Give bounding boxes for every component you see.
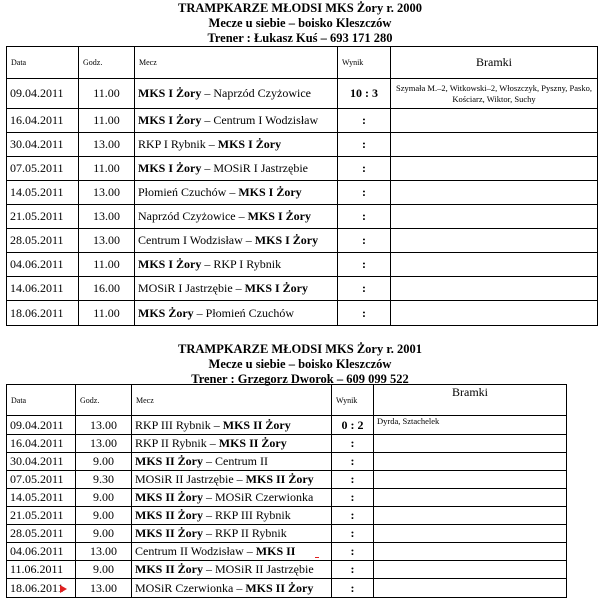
table-row bbox=[7, 453, 567, 471]
table-row bbox=[7, 205, 598, 229]
table-row bbox=[7, 253, 598, 277]
match-separator: – bbox=[243, 544, 256, 558]
away-team: Centrum II bbox=[215, 454, 269, 468]
time-cell: 9.00 bbox=[76, 489, 132, 507]
match-separator: – bbox=[242, 233, 255, 247]
table-row bbox=[7, 507, 567, 525]
goals-cell bbox=[374, 543, 567, 561]
match-cell bbox=[135, 181, 338, 205]
time-cell: 13.00 bbox=[76, 579, 132, 598]
result-cell: : bbox=[338, 205, 391, 229]
away-team: Płomień Czuchów bbox=[205, 305, 294, 320]
match-separator: – bbox=[210, 417, 223, 432]
goals-cell bbox=[391, 133, 598, 157]
home-team: MKS Żory bbox=[138, 305, 194, 320]
time-cell: 13.00 bbox=[76, 416, 132, 435]
home-team: Naprzód Czyżowice bbox=[138, 209, 236, 223]
away-team: MKS I Żory bbox=[247, 209, 311, 223]
result-cell: : bbox=[338, 157, 391, 181]
away-team: MOSiR Czerwionka bbox=[215, 490, 314, 504]
time-cell: 11.00 bbox=[79, 109, 135, 133]
match-cell bbox=[135, 229, 338, 253]
header-result: Wynik bbox=[332, 385, 374, 416]
match-cell bbox=[135, 301, 338, 326]
match-separator: – bbox=[203, 490, 216, 504]
match-separator: – bbox=[226, 185, 239, 199]
table-header-row bbox=[7, 385, 567, 416]
home-team: MKS II Żory bbox=[135, 508, 204, 522]
away-team: MKS I Żory bbox=[217, 137, 282, 151]
time-cell: 13.00 bbox=[79, 181, 135, 205]
match-cell bbox=[132, 543, 332, 561]
table-row bbox=[7, 471, 567, 489]
time-cell: 9.00 bbox=[76, 453, 132, 471]
goals-cell bbox=[374, 435, 567, 453]
table-row bbox=[7, 489, 567, 507]
match-separator: – bbox=[205, 137, 218, 151]
header-date: Data bbox=[7, 47, 79, 79]
home-team: RKP II Rybnik bbox=[135, 436, 207, 450]
away-team: MOSiR I Jastrzębie bbox=[213, 161, 308, 175]
home-team: RKP I Rybnik bbox=[138, 137, 206, 151]
goals-cell bbox=[374, 453, 567, 471]
date-cell: 30.04.2011 bbox=[7, 133, 79, 157]
date-cell: 16.04.2011 bbox=[7, 109, 79, 133]
away-team: RKP III Rybnik bbox=[215, 508, 291, 522]
time-cell: 16.00 bbox=[79, 277, 135, 301]
match-separator: – bbox=[203, 508, 216, 522]
fixtures-table-2001 bbox=[6, 384, 567, 598]
goals-cell: Dyrda, Sztachelek bbox=[374, 416, 567, 435]
table-row bbox=[7, 229, 598, 253]
header-goals: Bramki bbox=[391, 47, 598, 79]
home-team: MKS II Żory bbox=[135, 454, 204, 468]
match-cell bbox=[135, 205, 338, 229]
header-match: Mecz bbox=[135, 47, 338, 79]
match-cell bbox=[132, 561, 332, 579]
table-row bbox=[7, 579, 567, 598]
result-cell: : bbox=[338, 181, 391, 205]
table1-coach: Trener : Łukasz Kuś – 693 171 280 bbox=[207, 31, 393, 45]
result-cell: : bbox=[338, 253, 391, 277]
match-separator: – bbox=[201, 86, 214, 100]
fixtures-table-2000 bbox=[6, 46, 598, 326]
table-row bbox=[7, 435, 567, 453]
away-team: MKS I Żory bbox=[238, 185, 302, 199]
result-cell: : bbox=[332, 579, 374, 598]
match-separator: – bbox=[233, 472, 246, 486]
match-separator: – bbox=[203, 526, 216, 540]
time-cell: 9.00 bbox=[76, 561, 132, 579]
result-cell: 10 : 3 bbox=[338, 79, 391, 109]
time-cell: 13.00 bbox=[79, 229, 135, 253]
table2-coach: Trener : Grzegorz Dworok – 609 099 522 bbox=[191, 372, 409, 386]
match-cell bbox=[132, 507, 332, 525]
home-team: MOSiR II Jastrzębie bbox=[135, 472, 234, 486]
home-team: MOSiR I Jastrzębie bbox=[138, 281, 233, 295]
match-cell bbox=[135, 133, 338, 157]
match-separator: – bbox=[193, 305, 206, 320]
date-cell: 18.06.2011 bbox=[7, 579, 76, 598]
table-row bbox=[7, 525, 567, 543]
table-row bbox=[7, 543, 567, 561]
date-cell: 11.06.2011 bbox=[7, 561, 76, 579]
result-cell: : bbox=[338, 277, 391, 301]
date-cell: 28.05.2011 bbox=[7, 525, 76, 543]
away-team: MKS II Żory bbox=[218, 436, 287, 450]
header-date: Data bbox=[7, 385, 76, 416]
goals-cell bbox=[374, 525, 567, 543]
result-cell: 0 : 2 bbox=[332, 416, 374, 435]
away-team: MOSiR II Jastrzębie bbox=[215, 562, 314, 576]
match-separator: – bbox=[203, 454, 216, 468]
table-row bbox=[7, 181, 598, 205]
table-header-row bbox=[7, 47, 598, 79]
match-cell bbox=[132, 416, 332, 435]
away-team: RKP I Rybnik bbox=[213, 257, 282, 271]
home-team: MKS II Żory bbox=[135, 490, 204, 504]
away-team: MKS I Żory bbox=[244, 281, 308, 295]
date-cell: 07.05.2011 bbox=[7, 157, 79, 181]
home-team: MKS I Żory bbox=[138, 161, 202, 175]
date-cell: 18.06.2011 bbox=[7, 301, 79, 326]
header-time: Godz. bbox=[76, 385, 132, 416]
result-cell: : bbox=[338, 229, 391, 253]
away-team: Naprzód Czyżowice bbox=[213, 86, 311, 100]
table-row bbox=[7, 157, 598, 181]
time-cell: 13.00 bbox=[76, 543, 132, 561]
match-cell bbox=[132, 579, 332, 598]
match-cell bbox=[135, 79, 338, 109]
result-cell: : bbox=[332, 525, 374, 543]
match-separator: – bbox=[235, 209, 248, 223]
table-row bbox=[7, 301, 598, 326]
home-team: MKS II Żory bbox=[135, 562, 204, 576]
result-cell: : bbox=[338, 133, 391, 157]
header-match: Mecz bbox=[132, 385, 332, 416]
table-row bbox=[7, 416, 567, 435]
result-cell: : bbox=[338, 301, 391, 326]
result-cell: : bbox=[332, 435, 374, 453]
away-team: MKS II bbox=[255, 544, 296, 558]
goals-cell bbox=[374, 579, 567, 598]
home-team: MKS I Żory bbox=[138, 113, 202, 127]
goals-cell bbox=[391, 205, 598, 229]
time-cell: 9.00 bbox=[76, 507, 132, 525]
date-cell: 14.05.2011 bbox=[7, 489, 76, 507]
red-arrow-icon bbox=[60, 585, 67, 593]
match-separator: – bbox=[232, 281, 245, 295]
date-cell: 21.05.2011 bbox=[7, 205, 79, 229]
home-team: Płomień Czuchów bbox=[138, 185, 227, 199]
result-cell: : bbox=[332, 543, 374, 561]
home-team: MKS I Żory bbox=[138, 86, 202, 100]
date-cell: 09.04.2011 bbox=[7, 416, 76, 435]
result-cell: : bbox=[332, 471, 374, 489]
result-cell: : bbox=[332, 453, 374, 471]
date-cell: 04.06.2011 bbox=[7, 253, 79, 277]
goals-cell bbox=[374, 489, 567, 507]
result-cell: : bbox=[332, 507, 374, 525]
header-goals: Bramki bbox=[374, 385, 567, 416]
time-cell: 9.30 bbox=[76, 471, 132, 489]
time-cell: 9.00 bbox=[76, 525, 132, 543]
table-row bbox=[7, 109, 598, 133]
goals-cell bbox=[391, 181, 598, 205]
home-team: MKS II Żory bbox=[135, 526, 204, 540]
goals-cell: Szymała M.–2, Witkowski–2, Włoszczyk, Pyszny, Pasko, Kościarz, Wiktor, Suchy bbox=[391, 79, 598, 109]
table-row bbox=[7, 133, 598, 157]
date-cell: 07.05.2011 bbox=[7, 471, 76, 489]
date-cell: 16.04.2011 bbox=[7, 435, 76, 453]
away-team: MKS II Żory bbox=[245, 472, 314, 486]
table-row bbox=[7, 561, 567, 579]
header-time: Godz. bbox=[79, 47, 135, 79]
match-cell bbox=[135, 157, 338, 181]
match-cell bbox=[132, 489, 332, 507]
date-cell: 09.04.2011 bbox=[7, 79, 79, 109]
red-tick-mark bbox=[315, 557, 319, 558]
goals-cell bbox=[374, 561, 567, 579]
table2-subtitle: Mecze u siebie – boisko Kleszczów bbox=[208, 357, 392, 371]
match-cell bbox=[132, 471, 332, 489]
table1-title: TRAMPKARZE MŁODSI MKS Żory r. 2000 bbox=[178, 1, 422, 15]
time-cell: 11.00 bbox=[79, 301, 135, 326]
date-cell: 30.04.2011 bbox=[7, 453, 76, 471]
goals-cell bbox=[374, 507, 567, 525]
date-cell: 04.06.2011 bbox=[7, 543, 76, 561]
time-cell: 13.00 bbox=[79, 133, 135, 157]
home-team: MOSiR Czerwionka bbox=[135, 580, 234, 595]
match-cell bbox=[132, 525, 332, 543]
goals-cell bbox=[391, 229, 598, 253]
match-cell bbox=[135, 277, 338, 301]
goals-cell bbox=[391, 301, 598, 326]
table1-subtitle: Mecze u siebie – boisko Kleszczów bbox=[208, 16, 392, 30]
match-cell bbox=[135, 109, 338, 133]
away-team: MKS II Żory bbox=[222, 417, 291, 432]
goals-cell bbox=[391, 157, 598, 181]
match-separator: – bbox=[203, 562, 216, 576]
time-cell: 13.00 bbox=[79, 205, 135, 229]
match-separator: – bbox=[201, 113, 214, 127]
away-team: Centrum I Wodzisław bbox=[213, 113, 319, 127]
result-cell: : bbox=[332, 561, 374, 579]
match-separator: – bbox=[201, 257, 214, 271]
goals-cell bbox=[374, 471, 567, 489]
time-cell: 11.00 bbox=[79, 157, 135, 181]
match-separator: – bbox=[233, 580, 246, 595]
match-separator: – bbox=[206, 436, 219, 450]
table-row bbox=[7, 277, 598, 301]
home-team: Centrum II Wodzisław bbox=[135, 544, 244, 558]
table2-title: TRAMPKARZE MŁODSI MKS Żory r. 2001 bbox=[178, 342, 422, 356]
header-result: Wynik bbox=[338, 47, 391, 79]
match-separator: – bbox=[201, 161, 214, 175]
match-cell bbox=[132, 453, 332, 471]
away-team: MKS I Żory bbox=[254, 233, 319, 247]
home-team: MKS I Żory bbox=[138, 257, 202, 271]
time-cell: 11.00 bbox=[79, 79, 135, 109]
goals-cell bbox=[391, 277, 598, 301]
table-row bbox=[7, 79, 598, 109]
date-cell: 14.06.2011 bbox=[7, 277, 79, 301]
time-cell: 11.00 bbox=[79, 253, 135, 277]
goals-cell bbox=[391, 253, 598, 277]
result-cell: : bbox=[338, 109, 391, 133]
time-cell: 13.00 bbox=[76, 435, 132, 453]
home-team: Centrum I Wodzisław bbox=[138, 233, 243, 247]
date-cell: 21.05.2011 bbox=[7, 507, 76, 525]
away-team: MKS II Żory bbox=[245, 580, 314, 595]
away-team: RKP II Rybnik bbox=[215, 526, 287, 540]
match-cell bbox=[132, 435, 332, 453]
result-cell: : bbox=[332, 489, 374, 507]
goals-cell bbox=[391, 109, 598, 133]
date-cell: 14.05.2011 bbox=[7, 181, 79, 205]
date-cell: 28.05.2011 bbox=[7, 229, 79, 253]
home-team: RKP III Rybnik bbox=[135, 417, 211, 432]
match-cell bbox=[135, 253, 338, 277]
